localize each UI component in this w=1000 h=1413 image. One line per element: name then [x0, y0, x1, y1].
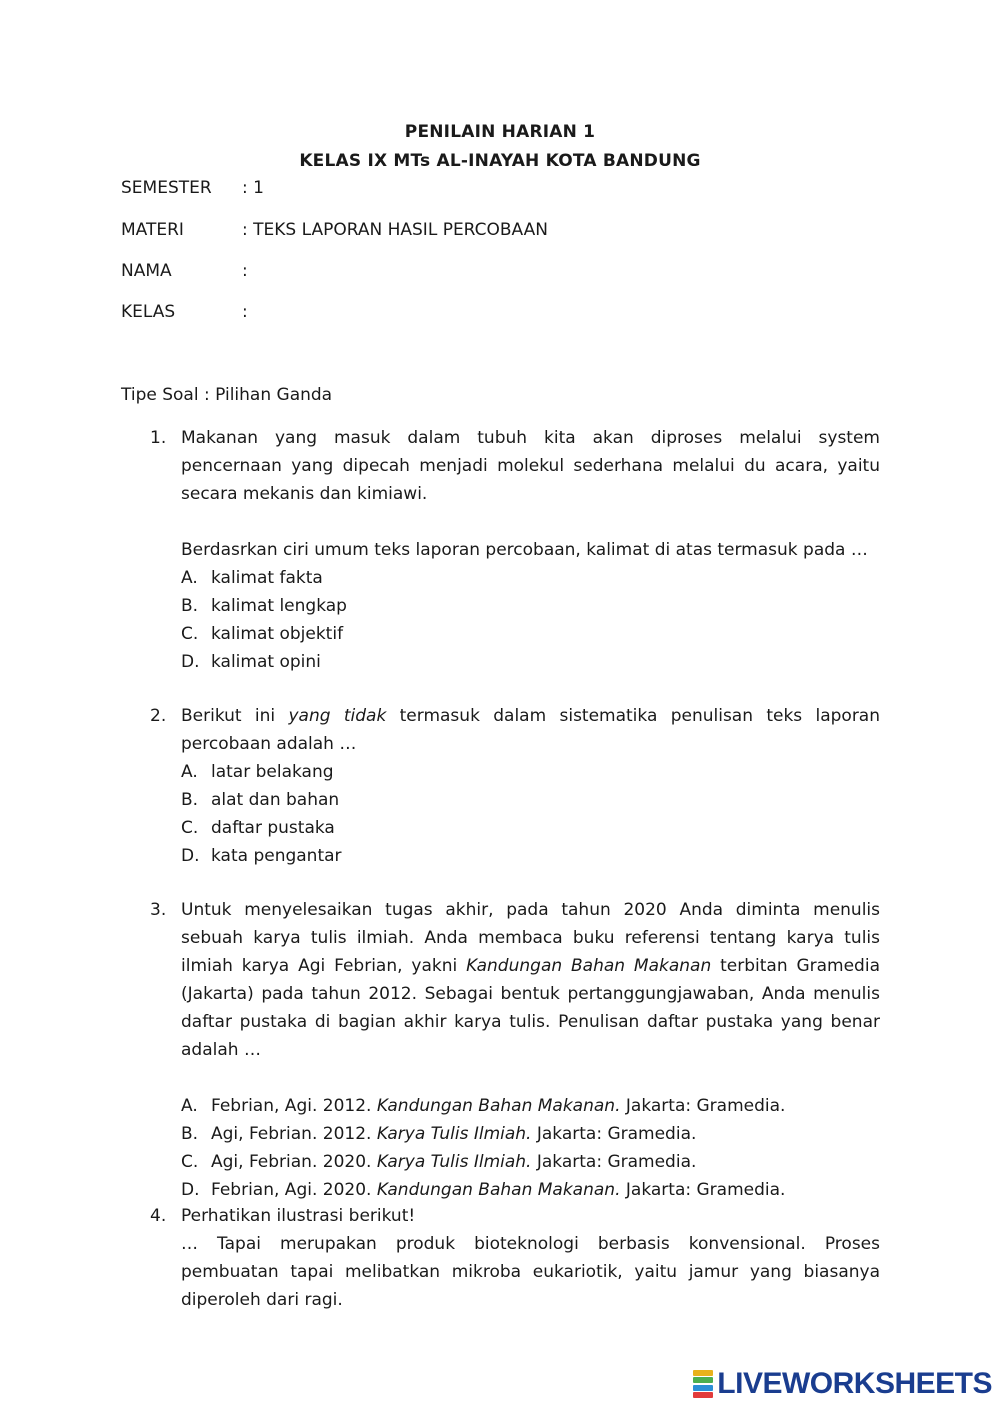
- meta-label: MATERI: [121, 220, 184, 240]
- option-list: [181, 564, 880, 676]
- question-4: [150, 1202, 880, 1314]
- option-b[interactable]: B. alat dan bahan: [181, 790, 340, 810]
- meta-kelas: [121, 302, 248, 322]
- option-b[interactable]: B. Agi, Febrian. 2012. Karya Tulis Ilmiah. Jakarta: Gramedia.: [181, 1124, 697, 1144]
- question-2: [150, 702, 880, 870]
- question-text: Untuk menyelesaikan tugas akhir, pada tahun 2020 Anda diminta menulis sebuah karya tulis ilmiah. Anda membaca buku referensi tentang karya tulis ilmiah karya Agi Febrian, yakni Kandungan Bahan Makanan terbitan Gramedia (Jakarta) pada tahun 2012. Sebagai bentuk pertanggungjawaban, Anda menulis daftar pustaka di bagian akhir karya tulis. Penulisan daftar pustaka yang benar adalah …: [181, 900, 880, 1060]
- option-a[interactable]: A. kalimat fakta: [181, 568, 323, 588]
- option-d[interactable]: D. kata pengantar: [181, 846, 342, 866]
- option-d[interactable]: D. kalimat opini: [181, 652, 321, 672]
- question-type: Tipe Soal : Pilihan Ganda: [121, 385, 333, 405]
- meta-label: SEMESTER: [121, 178, 212, 198]
- question-number: 1.: [150, 428, 167, 448]
- meta-label: NAMA: [121, 261, 172, 281]
- meta-materi: [121, 220, 548, 240]
- question-text: Berikut ini yang tidak termasuk dalam sistematika penulisan teks laporan percobaan adalah …: [181, 706, 881, 754]
- option-b[interactable]: B. kalimat lengkap: [181, 596, 347, 616]
- meta-value: : TEKS LAPORAN HASIL PERCOBAAN: [242, 220, 549, 240]
- option-list: [181, 1092, 880, 1204]
- question-1: [150, 424, 880, 676]
- option-a[interactable]: A. Febrian, Agi. 2012. Kandungan Bahan Makanan. Jakarta: Gramedia.: [181, 1096, 786, 1116]
- question-number: 3.: [150, 900, 167, 920]
- liveworksheets-logo: [693, 1367, 992, 1401]
- question-text: Perhatikan ilustrasi berikut!: [181, 1206, 416, 1226]
- option-list: [181, 758, 880, 870]
- option-c[interactable]: C. kalimat objektif: [181, 624, 344, 644]
- question-3: [150, 896, 880, 1204]
- option-d[interactable]: D. Febrian, Agi. 2020. Kandungan Bahan Makanan. Jakarta: Gramedia.: [181, 1180, 786, 1200]
- option-a[interactable]: A. latar belakang: [181, 762, 334, 782]
- meta-nama: [121, 261, 248, 281]
- question-passage: … Tapai merupakan produk bioteknologi berbasis konvensional. Proses pembuatan tapai melibatkan mikroba eukariotik, yaitu jamur yang biasanya diperoleh dari ragi.: [181, 1234, 880, 1310]
- question-prompt: Berdasrkan ciri umum teks laporan percobaan, kalimat di atas termasuk pada …: [181, 540, 868, 560]
- brand-name: LIVEWORKSHEETS: [717, 1367, 992, 1400]
- option-c[interactable]: C. Agi, Febrian. 2020. Karya Tulis Ilmiah. Jakarta: Gramedia.: [181, 1152, 697, 1172]
- meta-label: KELAS: [121, 302, 176, 322]
- meta-value: : 1: [242, 178, 264, 198]
- question-number: 4.: [150, 1206, 167, 1226]
- question-text: Makanan yang masuk dalam tubuh kita akan diproses melalui system pencernaan yang dipecah menjadi molekul sederhana melalui du acara, yaitu secara mekanis dan kimiawi.: [181, 428, 880, 504]
- question-number: 2.: [150, 706, 167, 726]
- option-c[interactable]: C. daftar pustaka: [181, 818, 335, 838]
- meta-semester: [121, 178, 264, 198]
- page-title: PENILAIN HARIAN 1: [404, 122, 596, 142]
- liveworksheets-logo-icon: [693, 1370, 713, 1398]
- meta-value: :: [242, 302, 248, 322]
- meta-value: :: [242, 261, 248, 281]
- page-subtitle: KELAS IX MTs AL-INAYAH KOTA BANDUNG: [299, 151, 701, 171]
